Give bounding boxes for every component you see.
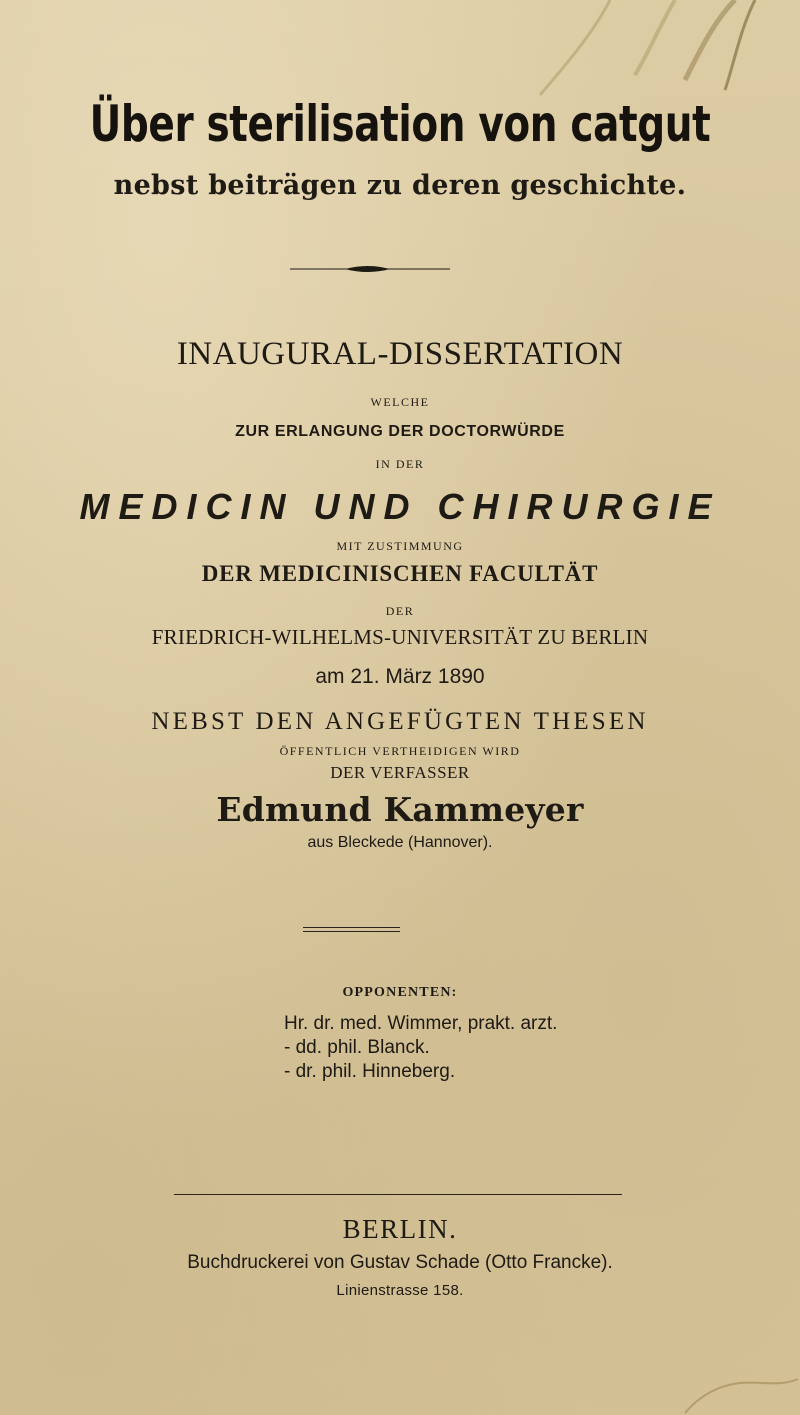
defense-date: am 21. März 1890 — [315, 665, 485, 688]
zur-erlangung-text: ZUR ERLANGUNG DER DOCTORWÜRDE — [235, 423, 565, 440]
theses-heading: NEBST DEN ANGEFÜGTEN THESEN — [151, 708, 649, 735]
opponent-item: Hr. dr. med. Wimmer, prakt. arzt. — [284, 1013, 558, 1034]
faculty-heading: DER MEDICINISCHEN FACULTÄT — [201, 561, 599, 586]
double-rule-top — [303, 927, 400, 928]
city-name: BERLIN. — [342, 1214, 458, 1244]
oeffentlich-text: ÖFFENTLICH VERTHEIDIGEN WIRD — [279, 744, 521, 758]
paper-stain-bottom-right — [680, 1375, 800, 1415]
dissertation-heading: INAUGURAL-DISSERTATION — [176, 336, 624, 372]
opponent-item: - dd. phil. Blanck. — [284, 1037, 430, 1058]
in-der-text: IN DER — [375, 457, 425, 471]
author-name: Edmund Kammeyer — [216, 790, 584, 829]
der-verfasser-text: DER VERFASSER — [330, 763, 470, 782]
opponent-item: - dr. phil. Hinneberg. — [284, 1061, 456, 1082]
ornamental-rule — [290, 264, 450, 274]
mit-zustimmung-text: MIT ZUSTIMMUNG — [336, 539, 464, 553]
subtitle: nebst beiträgen zu deren geschichte. — [113, 170, 687, 201]
opponents-list — [284, 1012, 557, 1084]
double-rule-bottom — [303, 931, 400, 932]
university-name: FRIEDRICH-WILHELMS-UNIVERSITÄT ZU BERLIN — [151, 625, 649, 649]
page-title: Über sterilisation von catgut — [89, 95, 711, 153]
printer-name: Buchdruckerei von Gustav Schade (Otto Francke). — [187, 1252, 613, 1273]
fields-heading: MEDICIN UND CHIRURGIE — [79, 486, 721, 527]
der-text: DER — [385, 604, 415, 618]
printer-address: Linienstrasse 158. — [336, 1282, 464, 1299]
opponents-heading: OPPONENTEN: — [342, 985, 458, 1000]
separator-rule — [174, 1194, 622, 1195]
author-origin: aus Bleckede (Hannover). — [307, 834, 493, 851]
welche-text: WELCHE — [370, 395, 430, 409]
